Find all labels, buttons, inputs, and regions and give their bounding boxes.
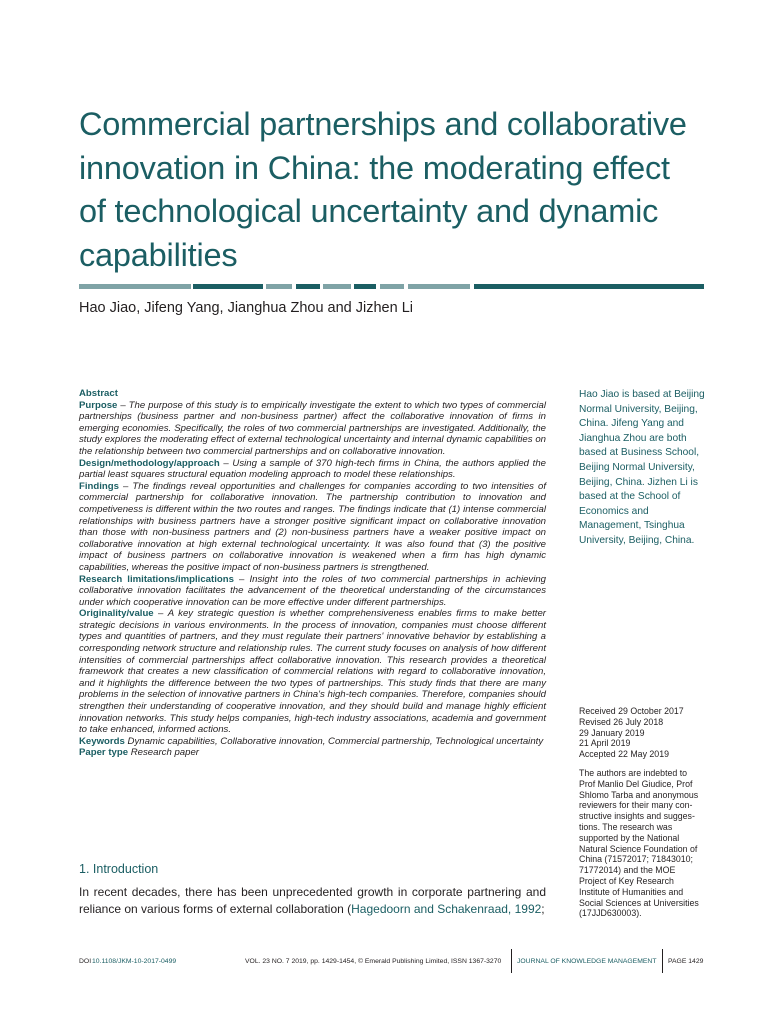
purpose-label: Purpose [79, 399, 118, 411]
author-list: Hao Jiao, Jifeng Yang, Jianghua Zhou and Jizhen Li [79, 300, 414, 316]
received-date: Received 29 October 2017 [579, 706, 684, 716]
doi-link[interactable]: 10.1108/JKM-10-2017-0499 [92, 958, 177, 965]
findings-text: The findings reveal opportunities and challenges for companies according to two intensities of commercial partnership for collaborative innovation. The partnership contribution to innovation and competiveness is different within the two routes and ranges. The findings indicate that (1) intense commercial relationships with business partners have a stronger positive significant impact on collaborative innovation than those with non-business partners and (2) non-business partners have a weaker positive impact on collaborative innovation at high external technological uncertainty. It was also found that (3) the positive impact of business partners on collaborative innovation is weakened when a firm has high dynamic capabilities, whereas the positive impact of non-business partners is strengthened. [79, 480, 546, 573]
purpose-text: The purpose of this study is to empirically investigate the extent to which two types of commercial partnerships (business partner and non-business partner) affect the collaborative innovation of firms in emerging economies. Specifically, the roles of two commercial partnerships are investigated. Additionally, the study explores the moderating effect of external technological uncertainty and internal dynamic capabilities on the relationship between two commercial partnerships and on collaborative innovation. [79, 399, 547, 457]
abstract-heading: Abstract [79, 388, 118, 399]
revised-date: Revised 26 July 2018 [579, 716, 664, 727]
limitations-text: Insight into the roles of two commercial partnerships in achieving collaborative innovation facilitates the advancement of the theoretical understanding of the circumstances under which cooperative innovation can be more effective under different partnerships. [79, 573, 547, 608]
footer-divider [511, 949, 512, 973]
author-affiliations: Hao Jiao is based at Beijing Normal University, Beijing, China. Jifeng Yang and Jianghua Zhou are both based at Business School, Beijing Normal University, Beijing, China. Jizhen Li is based at the School of Economics and Management, Tsinghua University, Beijing, China. [579, 389, 705, 546]
footer-divider [662, 949, 663, 973]
originality-text: A key strategic question is whether comprehensiveness enables firms to make better strategic decisions in various environments. In the process of innovation, companies must choose different types and quantities of partners, and they must regulate their partners' innovative behavior by establishing a corresponding network structure and relationship rules. The current study focuses on analysis of how different intensities of commercial partnerships affect collaborative innovation. This research provides a theoretical framework that creates a new classification of commercial relations with regard to collaborative innovation, and it highlights the difference between the two types of partnerships. This study finds that there are many problems in the selection of innovative partners in China's high-tech companies. Therefore, companies should strengthen their understanding of cooperative innovation, and they should build and manage highly efficient innovation networks. This study helps companies, high-tech industry associations, academia and government to take enhanced, informed actions. [79, 608, 547, 736]
accepted-date: Accepted 22 May 2019 [579, 749, 669, 760]
intro-text: In recent decades, there has been unprecedented growth in corporate partnering and reliance on various forms of external collaboration ( [79, 885, 546, 916]
intro-text-end: ; [541, 902, 545, 916]
findings-label: Findings [79, 480, 119, 492]
paper-type-text: Research paper [130, 747, 199, 759]
design-text: Using a sample of 370 high-tech firms in China, the authors applied the partial least squares structural equation modeling approach to model these relationships. [79, 457, 547, 481]
citation-link[interactable]: Hagedoorn and Schakenraad, 1992 [351, 902, 542, 916]
acknowledgement: The authors are indebted to Prof Manlio Del Giudice, Prof Shlomo Tarba and anonymous reviewers for their many con-structive insights and sugges-tions. The research was supported by the National Natural Science Foundation of China (71572017; 71843010; 71772014) and the MOE Project of Key Research Institute of Humanities and Social Sciences at Universities (17JJD630003). [579, 768, 699, 919]
revised-date: 29 January 2019 [579, 727, 645, 738]
page-number: PAGE 1429 [668, 958, 704, 965]
volume-info: VOL. 23 NO. 7 2019, pp. 1429-1454, © Emerald Publishing Limited, ISSN 1367-3270 [245, 958, 502, 965]
keywords-label: Keywords [79, 735, 125, 747]
paper-type-label: Paper type [79, 747, 129, 759]
page-footer [79, 958, 709, 970]
keywords-text: Dynamic capabilities, Collaborative innovation, Commercial partnership, Technological uncertainty [127, 735, 544, 747]
abstract: Abstract Purpose – The purpose of this study is to empirically investigate the extent to which two types of commercial partnerships (business partner and non-business partner) affect the collaborative innovation of firms in emerging economies. Specifically, the roles of two commercial partnerships are investigated. Additionally, the study explores the moderating effect of external technological uncertainty and internal dynamic capabilities on the relationship between two commercial partnerships and on collaborative innovation. Design/methodology/approach – Using a sample of 370 high-tech firms in China, the authors applied the partial least squares structural equation modeling approach to model these relationships. Findings – The findings reveal opportunities and challenges for companies according to two intensities of commercial partnership for collaborative innovation. The partnership contribution to innovation and competiveness is different within the two routes and ranges. The findings indicate that (1) intense commercial relationships with business partners have a stronger positive significant impact on collaborative innovation than those with non-business partners and (2) non-business partners have a weaker positive impact on collaborative innovation at high external technological uncertainty. It was also found that (3) the positive impact of business partners on collaborative innovation is weakened when a firm has high dynamic capabilities, whereas the positive impact of non-business partners is strengthened. Research limitations/implications – Insight into the roles of two commercial partnerships in achieving collaborative innovation facilitates the advancement of the theoretical understanding of the circumstances under which cooperative innovation can be more effective under different partnerships. Originality/value – A key strategic question is whether comprehensiveness enables firms to make better strategic decisions in various environments. In the process of innovation, companies must choose different types and quantities of partners, and they must regulate their partners' innovative behavior by establishing a corresponding network structure and relationship rules. The current study focuses on analysis of how different intensities of commercial partnerships affect collaborative innovation. This research provides a theoretical framework that creates a new classification of commercial relations with regard to collaborative innovation, and it highlights the difference between the two types of partnerships. This study finds that there are many problems in the selection of innovative partners in China's high-tech companies. Therefore, companies should strengthen their understanding of cooperative innovation, and they should build and manage highly efficient innovation networks. This study helps companies, high-tech industry associations, academia and government to take enhanced, informed actions. Keywords Dynamic capabilities, Collaborative innovation, Commercial partnership, Technological uncertainty Paper type Research paper [79, 388, 547, 759]
introduction-paragraph [79, 884, 546, 918]
journal-name: JOURNAL OF KNOWLEDGE MANAGEMENT [517, 958, 657, 965]
limitations-label: Research limitations/implications [79, 573, 234, 585]
article-dates [579, 706, 709, 760]
originality-label: Originality/value [79, 608, 154, 620]
doi-label: DOI [79, 958, 92, 965]
revised-date: 21 April 2019 [579, 738, 631, 749]
design-label: Design/methodology/approach [79, 457, 220, 469]
section-heading-introduction: 1. Introduction [79, 862, 159, 876]
article-title: Commercial partnerships and collaborative innovation in China: the moderating effect of technological uncertainty and dynamic capabilities [79, 106, 687, 273]
